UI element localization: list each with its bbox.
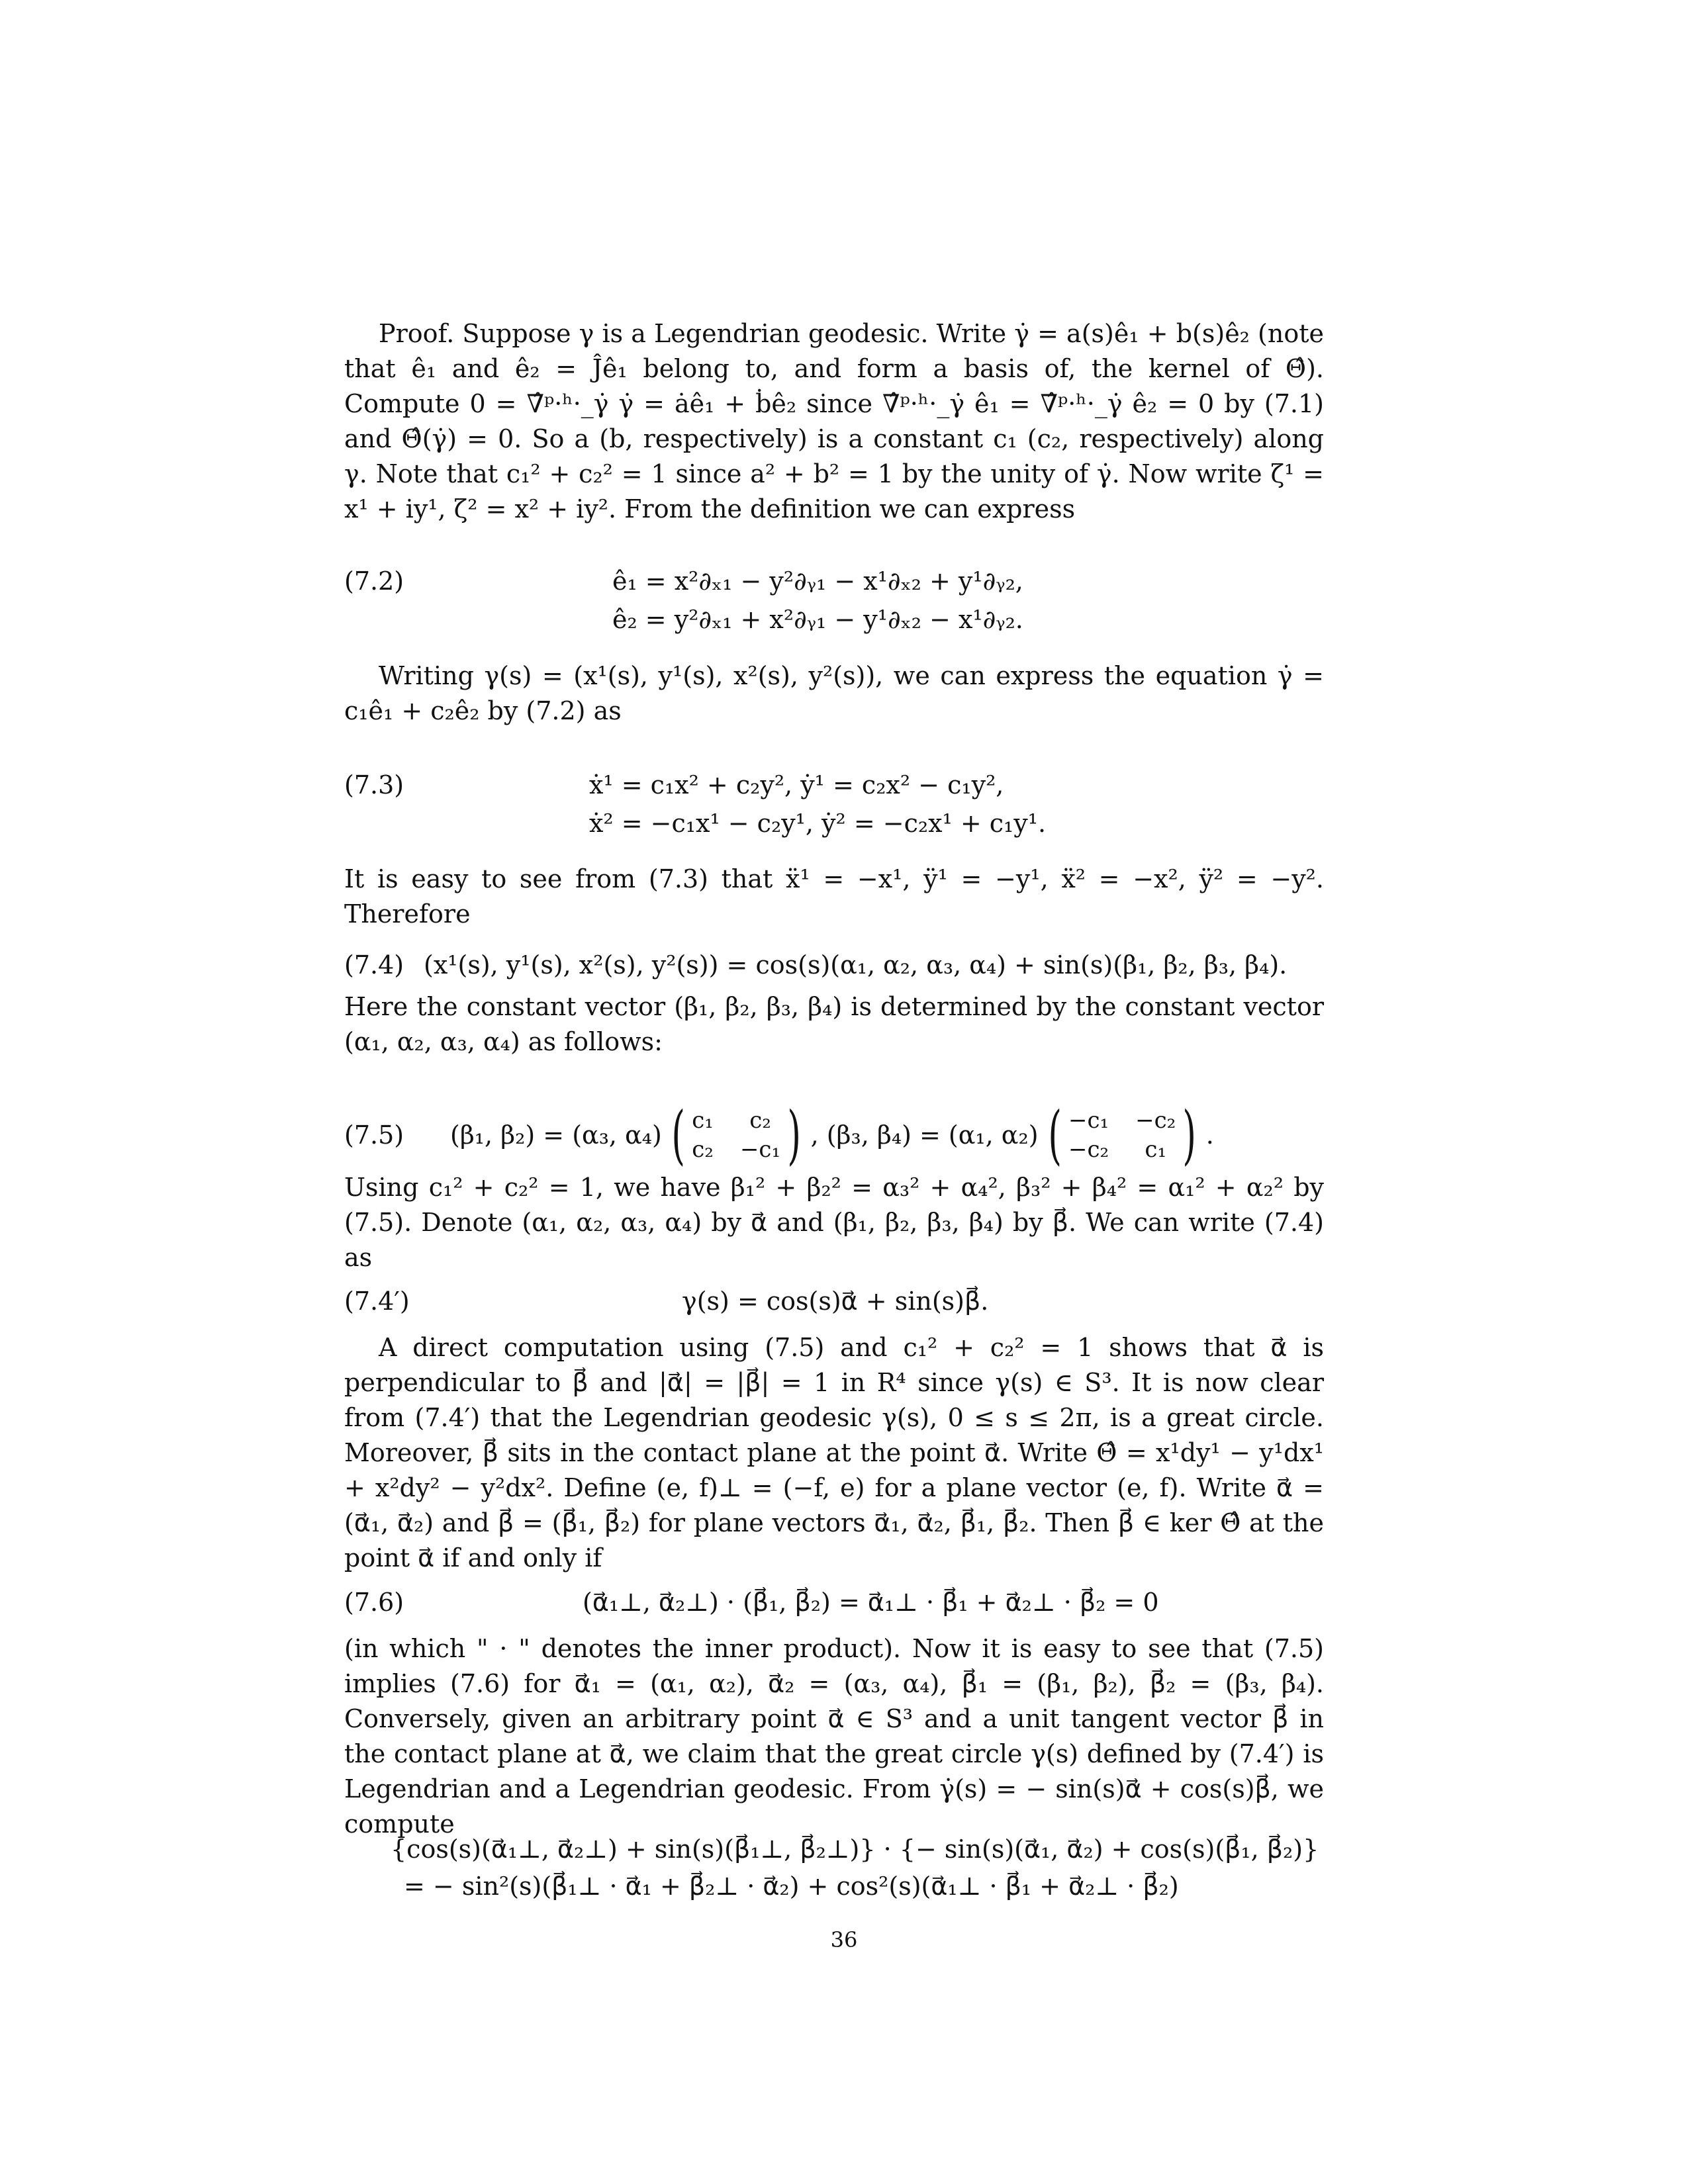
equation-number-7-6: (7.6): [344, 1588, 404, 1617]
equation-7-5-end: .: [1205, 1120, 1214, 1150]
equation-7-5: [344, 1099, 1214, 1171]
matrix-2-entry: −c₂: [1135, 1107, 1176, 1134]
equation-number-7-4-prime: (7.4′): [344, 1287, 410, 1316]
equation-7-3-line-2: ẋ² = −c₁x¹ − c₂y¹, ẏ² = −c₂x¹ + c₁y¹.: [589, 809, 1047, 838]
equation-7-2-line-2: ê₂ = y²∂ₓ₁ + x²∂ᵧ₁ − y¹∂ₓ₂ − x¹∂ᵧ₂.: [612, 605, 1023, 634]
matrix-1: [666, 1098, 807, 1172]
equation-number-7-4: (7.4): [344, 950, 404, 979]
left-paren: (: [671, 1098, 685, 1172]
page-number: 36: [830, 1927, 858, 1952]
matrix-2-entry: −c₁: [1068, 1107, 1109, 1134]
equation-number-7-2: (7.2): [344, 567, 404, 596]
equation-number-7-5: (7.5): [344, 1120, 404, 1150]
final-equation-line-1: {cos(s)(α⃗₁⊥, α⃗₂⊥) + sin(s)(β⃗₁⊥, β⃗₂⊥)} · {− sin(s)(α⃗₁, α⃗₂) + cos(s)(β⃗₁, β⃗₂)}: [391, 1835, 1319, 1864]
final-equation-line-2: = − sin²(s)(β⃗₁⊥ · α⃗₁ + β⃗₂⊥ · α⃗₂) + cos²(s)(α⃗₁⊥ · β⃗₁ + α⃗₂⊥ · β⃗₂): [404, 1872, 1179, 1901]
paragraph-writing-gamma: Writing γ(s) = (x¹(s), y¹(s), x²(s), y²(s)), we can express the equation γ̇ = c₁ê₁ + c₂ê₂ by (7.2) as: [344, 661, 1324, 725]
matrix-1-entry: c₁: [692, 1107, 714, 1134]
right-paren: ): [1182, 1098, 1197, 1172]
paragraph-easy-to-see: It is easy to see from (7.3) that ẍ¹ = −x¹, ÿ¹ = −y¹, ẍ² = −x², ÿ² = −y². Therefore: [344, 864, 1324, 929]
matrix-2-entry: −c₂: [1068, 1136, 1109, 1163]
matrix-2-entry: c₁: [1145, 1136, 1167, 1163]
equation-7-4-prime-body: γ(s) = cos(s)α⃗ + sin(s)β⃗.: [682, 1287, 989, 1316]
equation-7-5-middle: , (β₃, β₄) = (α₁, α₂): [810, 1120, 1039, 1150]
right-paren: ): [787, 1098, 802, 1172]
equation-7-6-body: (α⃗₁⊥, α⃗₂⊥) · (β⃗₁, β⃗₂) = α⃗₁⊥ · β⃗₁ + α⃗₂⊥ · β⃗₂ = 0: [583, 1588, 1159, 1617]
equation-7-4-body: (x¹(s), y¹(s), x²(s), y²(s)) = cos(s)(α₁, α₂, α₃, α₄) + sin(s)(β₁, β₂, β₃, β₄).: [424, 950, 1288, 979]
equation-7-5-lhs: (β₁, β₂) = (α₃, α₄): [450, 1120, 662, 1150]
proof-paragraph: Proof. Suppose γ is a Legendrian geodesic. Write γ̇ = a(s)ê₁ + b(s)ê₂ (note that ê₁ and ê₂ = Ĵê₁ belong to, and form a basis of, the kernel of Θ̂). Compute 0 = ∇̂ᵖ·ʰ·_γ̇ γ̇ = ȧê₁ + ḃê₂ since ∇̂ᵖ·ʰ·_γ̇ ê₁ = ∇̂ᵖ·ʰ·_γ̇ ê₂ = 0 by (7.1) and Θ̂(γ̇) = 0. So a (b, respectively) is a constant c₁ (c₂, respectively) along γ. Note that c₁² + c₂² = 1 since a² + b² = 1 by the unity of γ̇. Now write ζ¹ = x¹ + iy¹, ζ² = x² + iy². From the definition we can express: [344, 319, 1324, 523]
paragraph-direct-computation: A direct computation using (7.5) and c₁² + c₂² = 1 shows that α⃗ is perpendicular to β⃗ and |α⃗| = |β⃗| = 1 in R⁴ since γ(s) ∈ S³. It is now clear from (7.4′) that the Legendrian geodesic γ(s), 0 ≤ s ≤ 2π, is a great circle. Moreover, β⃗ sits in the contact plane at the point α⃗. Write Θ̂ = x¹dy¹ − y¹dx¹ + x²dy² − y²dx². Define (e, f)⊥ = (−f, e) for a plane vector (e, f). Write α⃗ = (α⃗₁, α⃗₂) and β⃗ = (β⃗₁, β⃗₂) for plane vectors α⃗₁, α⃗₂, β⃗₁, β⃗₂. Then β⃗ ∈ ker Θ̂ at the point α⃗ if and only if: [344, 1333, 1324, 1572]
equation-7-3-line-1: ẋ¹ = c₁x² + c₂y², ẏ¹ = c₂x² − c₁y²,: [589, 770, 1004, 799]
equation-7-4: [344, 948, 1324, 983]
paragraph-using: Using c₁² + c₂² = 1, we have β₁² + β₂² = α₃² + α₄², β₃² + β₄² = α₁² + α₂² by (7.5). Denote (α₁, α₂, α₃, α₄) by α⃗ and (β₁, β₂, β₃, β₄) by β⃗. We can write (7.4) as: [344, 1173, 1324, 1272]
equation-number-7-3: (7.3): [344, 770, 404, 799]
matrix-1-entry: c₂: [749, 1107, 771, 1134]
matrix-2: [1043, 1098, 1202, 1172]
matrix-1-entry: c₂: [692, 1136, 714, 1163]
paragraph-constant-vector: Here the constant vector (β₁, β₂, β₃, β₄) is determined by the constant vector (α₁, α₂, α₃, α₄) as follows:: [344, 992, 1324, 1056]
matrix-1-entry: −c₁: [739, 1136, 781, 1163]
left-paren: (: [1047, 1098, 1062, 1172]
equation-7-2-line-1: ê₁ = x²∂ₓ₁ − y²∂ᵧ₁ − x¹∂ₓ₂ + y¹∂ᵧ₂,: [612, 567, 1023, 596]
paragraph-inner-product: (in which " · " denotes the inner product). Now it is easy to see that (7.5) implies (7.6) for α⃗₁ = (α₁, α₂), α⃗₂ = (α₃, α₄), β⃗₁ = (β₁, β₂), β⃗₂ = (β₃, β₄). Conversely, given an arbitrary point α⃗ ∈ S³ and a unit tangent vector β⃗ in the contact plane at α⃗, we claim that the great circle γ(s) defined by (7.4′) is Legendrian and a Legendrian geodesic. From γ̇(s) = − sin(s)α⃗ + cos(s)β⃗, we compute: [344, 1634, 1324, 1839]
